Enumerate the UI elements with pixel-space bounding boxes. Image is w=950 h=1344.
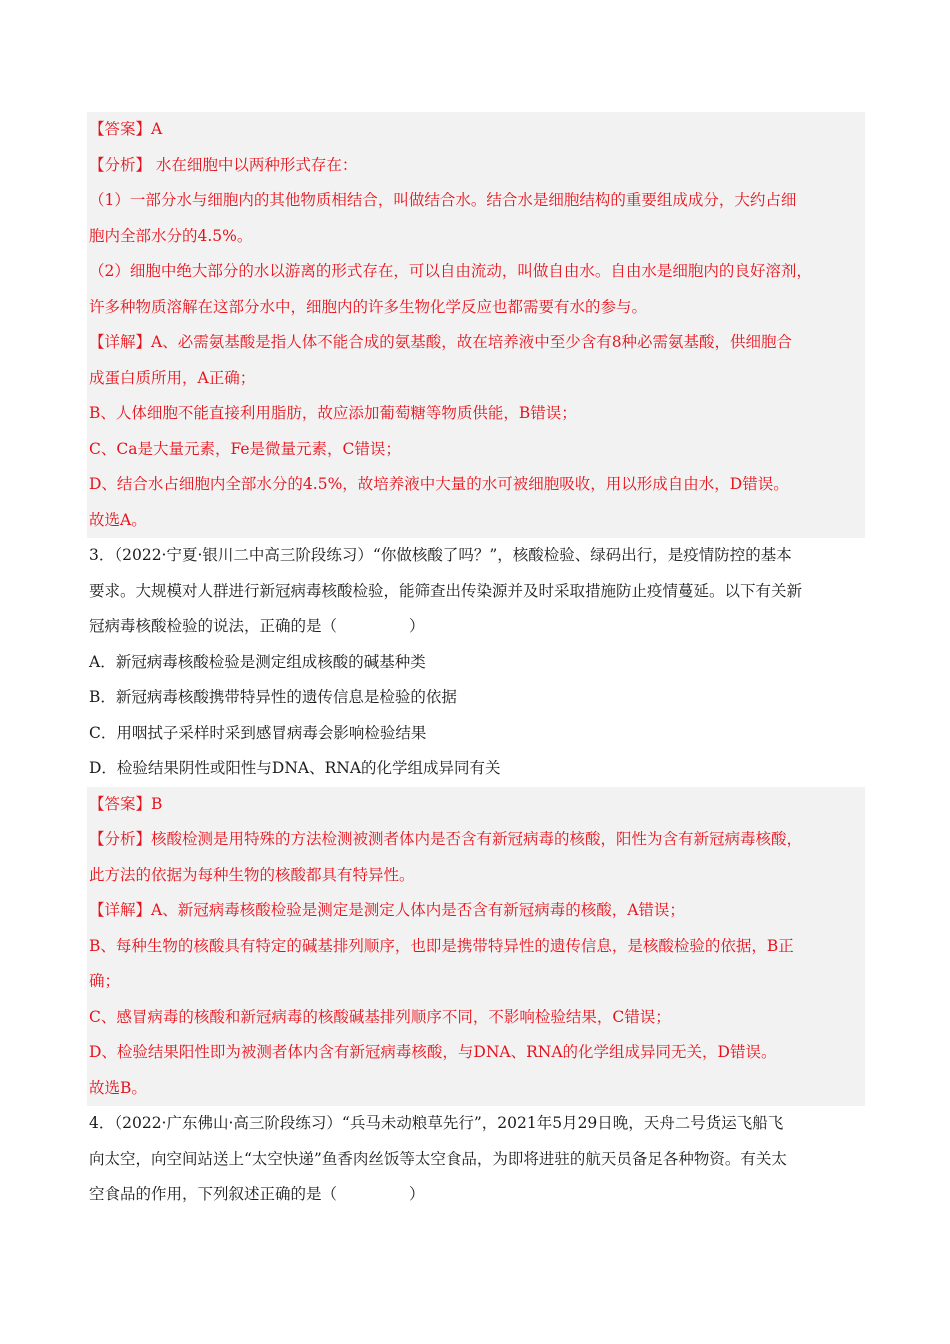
analysis-text: （2）细胞中绝大部分的水以游离的形式存在，可以自由流动，叫做自由水。自由水是细胞内的良好溶剂， xyxy=(89,262,812,280)
option-b: B．新冠病毒核酸携带特异性的遗传信息是检验的依据 xyxy=(89,688,457,706)
question-stem xyxy=(87,1177,865,1213)
q3-solution-block xyxy=(87,787,865,1107)
detail-text: 【详解】A、新冠病毒核酸检验是测定是测定人体内是否含有新冠病毒的核酸，A错误； xyxy=(89,901,685,919)
question-stem: 4．（2022·广东佛山·高三阶段练习）“兵马未动粮草先行”，2021年5月29日晚，天舟二号货运飞船飞 xyxy=(89,1114,784,1132)
question-4 xyxy=(87,1106,865,1213)
analysis-text: 胞内全部水分的4.5%。 xyxy=(89,226,253,245)
analysis-text: 【分析】核酸检测是用特殊的方法检测被测者体内是否含有新冠病毒的核酸，阳性为含有新冠病毒核酸， xyxy=(89,830,803,848)
detail-text: B、每种生物的核酸具有特定的碱基排列顺序，也即是携带特异性的遗传信息，是核酸检验的依据，B正 xyxy=(89,936,794,955)
answer-line: 【答案】A xyxy=(89,120,163,138)
choice-line: 故选A。 xyxy=(89,510,147,529)
stem-text: 空食品的作用，下列叙述正确的是（ xyxy=(89,1185,338,1203)
stem-text: ） xyxy=(409,617,425,635)
detail-text: 【详解】A、必需氨基酸是指人体不能合成的氨基酸，故在培养液中至少含有8种必需氨基酸，供细胞合 xyxy=(89,333,793,351)
detail-text: B、人体细胞不能直接利用脂肪，故应添加葡萄糖等物质供能，B错误； xyxy=(89,404,577,422)
option-c: C．用咽拭子采样时采到感冒病毒会影响检验结果 xyxy=(89,723,427,742)
detail-text: C、Ca是大量元素，Fe是微量元素，C错误； xyxy=(89,439,401,458)
question-stem: 3．（2022·宁夏·银川二中高三阶段练习）“你做核酸了吗？”，核酸检验、绿码出行，是疫情防控的基本 xyxy=(89,546,792,564)
q2-solution-block xyxy=(87,112,865,538)
answer-line: 【答案】B xyxy=(89,794,163,813)
question-stem: 要求。大规模对人群进行新冠病毒核酸检验，能筛查出传染源并及时采取措施防止疫情蔓延。以下有关新 xyxy=(89,581,803,600)
question-stem xyxy=(87,609,865,645)
option-a: A．新冠病毒核酸检验是测定组成核酸的碱基种类 xyxy=(89,652,426,671)
option-d: D．检验结果阴性或阳性与DNA、RNA的化学组成异同有关 xyxy=(89,759,501,777)
detail-text: 成蛋白质所用，A正确； xyxy=(89,368,256,387)
analysis-text: 许多种物质溶解在这部分水中，细胞内的许多生物化学反应也都需要有水的参与。 xyxy=(89,297,648,316)
analysis-text: 此方法的依据为每种生物的核酸都具有特异性。 xyxy=(89,865,415,884)
analysis-text: （1）一部分水与细胞内的其他物质相结合，叫做结合水。结合水是细胞结构的重要组成成分，大约占细 xyxy=(89,191,797,209)
analysis-heading: 【分析】 水在细胞中以两种形式存在： xyxy=(89,155,358,174)
detail-text: C、感冒病毒的核酸和新冠病毒的核酸碱基排列顺序不同，不影响检验结果，C错误； xyxy=(89,1007,671,1026)
question-stem: 向太空，向空间站送上“太空快递”鱼香肉丝饭等太空食品，为即将进驻的航天员备足各种物资。有关太 xyxy=(89,1149,787,1168)
stem-text: ） xyxy=(409,1185,425,1203)
question-3 xyxy=(87,538,865,787)
stem-text: 冠病毒核酸检验的说法，正确的是（ xyxy=(89,617,338,635)
detail-text: D、结合水占细胞内全部水分的4.5%，故培养液中大量的水可被细胞吸收，用以形成自由水，D错误。 xyxy=(89,475,789,493)
detail-text: D、检验结果阳性即为被测者体内含有新冠病毒核酸，与DNA、RNA的化学组成异同无关，D错误。 xyxy=(89,1043,777,1061)
document-page xyxy=(87,112,865,1213)
detail-text: 确； xyxy=(89,972,121,990)
choice-line: 故选B。 xyxy=(89,1078,147,1097)
